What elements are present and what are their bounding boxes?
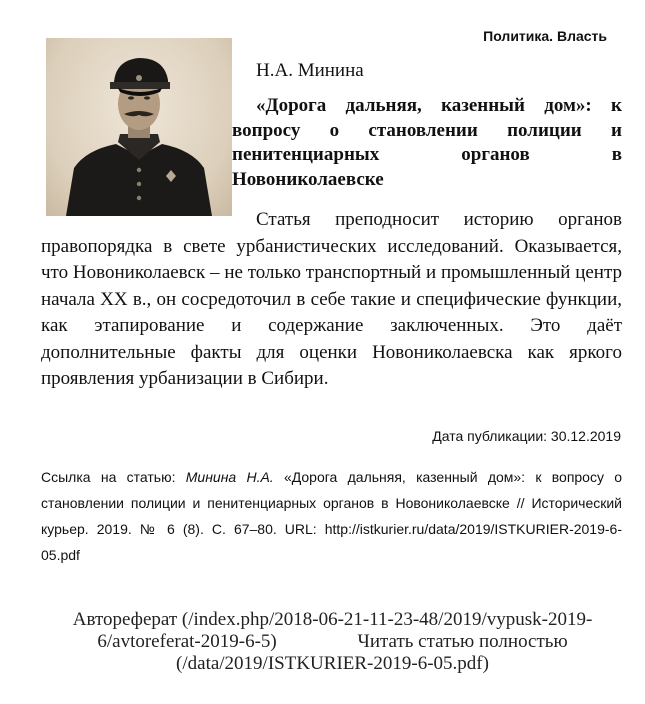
portrait-illustration [46, 38, 232, 216]
author-portrait-photo [46, 38, 232, 216]
citation-block [41, 464, 622, 568]
article-title: «Дорога дальняя, казенный дом»: к вопросу о становлении полиции и пенитенциарных органов в Новониколаевске [232, 95, 622, 190]
publication-date [432, 428, 621, 444]
publication-date-label: Дата публикации: [432, 428, 548, 444]
fulltext-link[interactable]: Читать статью полностью (/data/2019/ISTKURIER-2019-6-05.pdf) [176, 631, 568, 674]
citation-label: Ссылка на статью: [41, 469, 176, 485]
article-abstract: Статья преподносит историю органов правопорядка в свете урбанистических исследований. Оказывается, что Новониколаевск – не только транспортный и промышленный центр начала XX в., он сосредоточил в себе такие и специфические функции, как этапирование и содержание заключенных. Это даёт дополнительные факты для оценки Новониколаевска как яркого проявления урбанизации в Сибири. [41, 209, 622, 389]
section-title: Политика. Власть [483, 28, 607, 44]
publication-date-value: 30.12.2019 [550, 428, 621, 444]
citation-author: Минина Н.А. [185, 469, 274, 485]
abstract-link[interactable]: Автореферат (/index.php/2018-06-21-11-23-48/2019/vypusk-2019-6/avtoreferat-2019-6-5) [72, 609, 593, 652]
article-links [40, 609, 625, 675]
citation-text: «Дорога дальняя, казенный дом»: к вопросу о становлении полиции и пенитенциарных органов в Новониколаевске // Исторический курьер. 2019. № 6 (8). С. 67–80. URL: http://istkurier.ru/data/2019/ISTKURIER-2019-6-05.pdf [41, 469, 623, 563]
article-author: Н.А. Минина [256, 60, 364, 81]
